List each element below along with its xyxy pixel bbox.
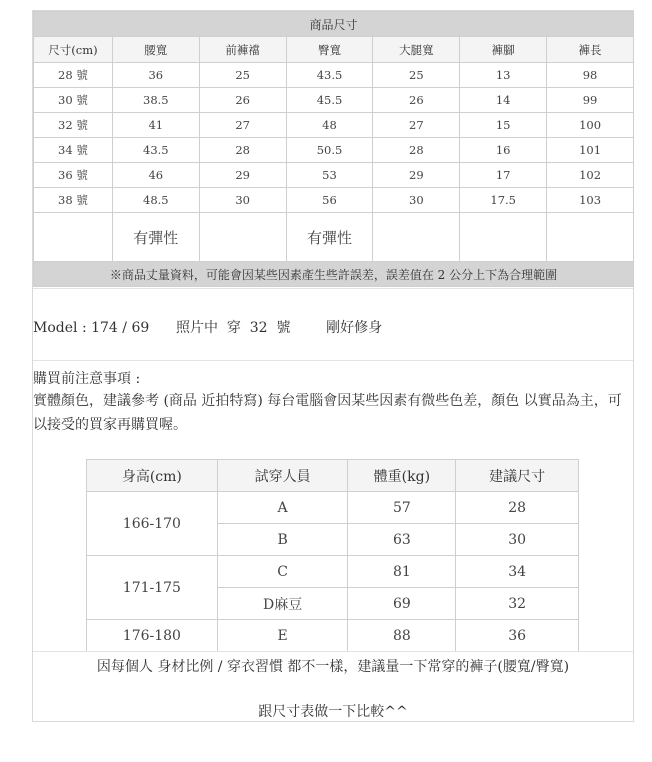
table-cell: 43.5 xyxy=(112,138,199,163)
header-cell: 褲長 xyxy=(547,37,634,63)
table-row xyxy=(87,620,579,652)
table-cell: 98 xyxy=(547,63,634,88)
header-cell: 前褲襠 xyxy=(199,37,286,63)
table-cell: 13 xyxy=(460,63,547,88)
table-cell: 69 xyxy=(348,588,456,620)
table-cell: 16 xyxy=(460,138,547,163)
table-cell: E xyxy=(217,620,348,652)
table-cell: 45.5 xyxy=(286,88,373,113)
table-row xyxy=(87,556,579,588)
table-cell: 38.5 xyxy=(112,88,199,113)
table-cell: 102 xyxy=(547,163,634,188)
fit-header-row xyxy=(87,460,579,492)
height-range-cell: 171-175 xyxy=(87,556,218,620)
table-row xyxy=(87,492,579,524)
table-row xyxy=(34,63,634,88)
header-cell: 身高(cm) xyxy=(87,460,218,492)
table-cell: 29 xyxy=(373,163,460,188)
table-cell: 34 號 xyxy=(34,138,113,163)
table-cell: 34 xyxy=(456,556,579,588)
table-cell: 99 xyxy=(547,88,634,113)
table-cell: 103 xyxy=(547,188,634,213)
size-chart-header-row xyxy=(34,37,634,63)
header-cell: 尺寸(cm) xyxy=(34,37,113,63)
table-cell: 36 號 xyxy=(34,163,113,188)
table-cell: 28 xyxy=(199,138,286,163)
table-cell: 25 xyxy=(373,63,460,88)
header-cell: 建議尺寸 xyxy=(456,460,579,492)
table-cell: C xyxy=(217,556,348,588)
elasticity-row xyxy=(34,213,634,262)
table-cell: 88 xyxy=(348,620,456,652)
table-cell: B xyxy=(217,524,348,556)
table-row xyxy=(34,88,634,113)
notice-title: 購買前注意事項 : xyxy=(33,371,141,387)
hip-elastic-label: 有彈性 xyxy=(286,213,373,262)
table-cell: 27 xyxy=(373,113,460,138)
table-row xyxy=(34,163,634,188)
table-cell xyxy=(373,213,460,262)
table-cell: 56 xyxy=(286,188,373,213)
table-cell: A xyxy=(217,492,348,524)
table-cell: 46 xyxy=(112,163,199,188)
table-cell: 43.5 xyxy=(286,63,373,88)
header-cell: 臀寬 xyxy=(286,37,373,63)
table-cell: 30 號 xyxy=(34,88,113,113)
table-cell: 27 xyxy=(199,113,286,138)
table-cell: 50.5 xyxy=(286,138,373,163)
table-cell: 100 xyxy=(547,113,634,138)
table-cell xyxy=(460,213,547,262)
table-row xyxy=(34,113,634,138)
table-row xyxy=(34,188,634,213)
divider xyxy=(33,651,633,652)
size-chart-table xyxy=(33,11,634,287)
table-cell xyxy=(547,213,634,262)
table-cell: 30 xyxy=(199,188,286,213)
table-cell: 30 xyxy=(373,188,460,213)
table-cell: 101 xyxy=(547,138,634,163)
table-cell: D麻豆 xyxy=(217,588,348,620)
table-row xyxy=(34,138,634,163)
header-cell: 體重(kg) xyxy=(348,460,456,492)
table-cell: 15 xyxy=(460,113,547,138)
table-cell: 30 xyxy=(456,524,579,556)
table-cell: 29 xyxy=(199,163,286,188)
model-info: Model : 174 / 69 照片中 穿 32 號 剛好修身 xyxy=(33,320,383,336)
table-cell: 57 xyxy=(348,492,456,524)
product-size-panel xyxy=(32,10,634,722)
divider xyxy=(33,288,633,289)
table-cell: 26 xyxy=(199,88,286,113)
table-cell: 36 xyxy=(112,63,199,88)
table-cell: 48 xyxy=(286,113,373,138)
waist-elastic-label: 有彈性 xyxy=(112,213,199,262)
notice-body: 實體顏色，建議參考 (商品 近拍特寫) 每台電腦會因某些因素有微些色差，顏色 以實品為主，可以接受的買家再購買喔。 xyxy=(33,393,622,433)
table-cell: 28 xyxy=(456,492,579,524)
fit-advice-line: 跟尺寸表做一下比較^^ xyxy=(258,704,408,720)
height-range-cell: 166-170 xyxy=(87,492,218,556)
table-cell: 28 xyxy=(373,138,460,163)
header-cell: 大腿寬 xyxy=(373,37,460,63)
size-chart-title: 商品尺寸 xyxy=(34,12,634,37)
table-cell: 17 xyxy=(460,163,547,188)
table-cell: 38 號 xyxy=(34,188,113,213)
table-cell: 48.5 xyxy=(112,188,199,213)
measurement-note: ※商品丈量資料，可能會因某些因素產生些許誤差，誤差值在 2 公分上下為合理範圍 xyxy=(34,262,634,287)
table-cell xyxy=(199,213,286,262)
header-cell: 褲腳 xyxy=(460,37,547,63)
table-cell: 32 xyxy=(456,588,579,620)
table-cell: 28 號 xyxy=(34,63,113,88)
header-cell: 試穿人員 xyxy=(217,460,348,492)
divider xyxy=(33,360,633,361)
table-cell: 25 xyxy=(199,63,286,88)
table-cell: 36 xyxy=(456,620,579,652)
fit-advice-line: 因每個人 身材比例 / 穿衣習慣 都不一樣，建議量一下常穿的褲子(腰寬/臀寬) xyxy=(96,659,570,675)
table-cell: 32 號 xyxy=(34,113,113,138)
table-cell: 81 xyxy=(348,556,456,588)
fit-reference-table xyxy=(86,459,579,652)
table-cell: 26 xyxy=(373,88,460,113)
table-cell: 53 xyxy=(286,163,373,188)
height-range-cell: 176-180 xyxy=(87,620,218,652)
table-cell: 41 xyxy=(112,113,199,138)
table-cell: 63 xyxy=(348,524,456,556)
table-cell xyxy=(34,213,113,262)
header-cell: 腰寬 xyxy=(112,37,199,63)
table-cell: 17.5 xyxy=(460,188,547,213)
table-cell: 14 xyxy=(460,88,547,113)
